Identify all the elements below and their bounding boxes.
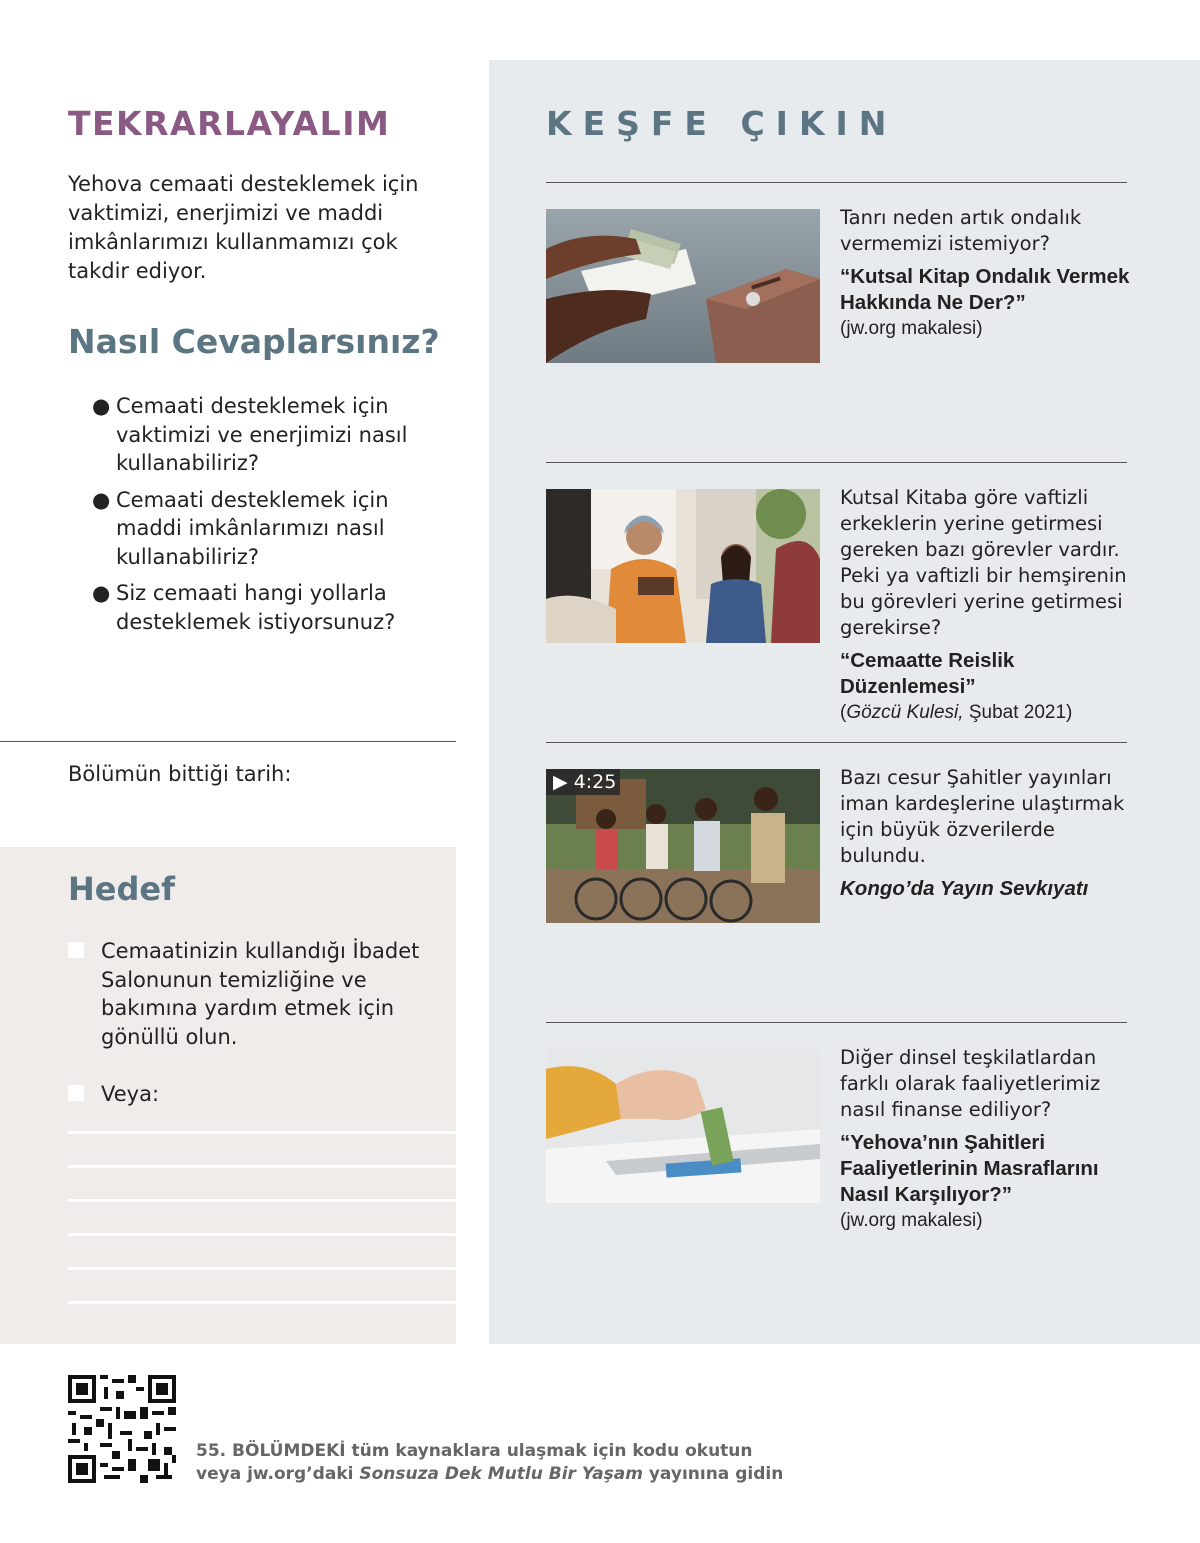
goal-heading: Hedef — [68, 870, 176, 908]
item-description: Tanrı neden artık ondalık vermemizi istemiyor? — [840, 206, 1082, 255]
explore-item — [840, 765, 1130, 902]
goal-checkbox[interactable] — [68, 942, 84, 958]
explore-item — [840, 1045, 1130, 1234]
question-text: Cemaati desteklemek için vaktimizi ve enerjimizi nasıl kullanabiliriz? — [116, 394, 408, 475]
divider — [0, 741, 456, 742]
write-line[interactable] — [68, 1131, 456, 1134]
donation-box-image[interactable] — [546, 1049, 820, 1203]
write-line[interactable] — [68, 1301, 456, 1304]
item-source: (jw.org makalesi) — [840, 1210, 983, 1231]
qr-code[interactable] — [68, 1375, 176, 1483]
review-text: Yehova cemaati desteklemek için vaktimizi, enerjimizi ve maddi imkânlarımızı kullanmamızı çok takdir ediyor. — [68, 172, 419, 283]
item-title-link[interactable]: Kongo’da Yayın Sevkıyatı — [840, 877, 1089, 900]
video-thumbnail[interactable] — [546, 769, 820, 923]
questions-heading: Nasıl Cevaplarsınız? — [68, 322, 440, 361]
divider — [546, 742, 1127, 743]
explore-item — [840, 205, 1130, 342]
divider — [546, 1022, 1127, 1023]
question-text: Siz cemaati hangi yollarla desteklemek istiyorsunuz? — [116, 581, 396, 634]
completion-date-label: Bölümün bittiği tarih: — [68, 762, 292, 786]
item-title-link[interactable]: “Yehova’nın Şahitleri Faaliyetlerinin Masraflarını Nasıl Karşılıyor?” — [840, 1131, 1099, 1206]
tithing-image[interactable] — [546, 209, 820, 363]
meeting-image[interactable] — [546, 489, 820, 643]
bullet-icon: ● — [92, 394, 111, 418]
goal-item[interactable] — [68, 1080, 448, 1110]
question-item — [92, 486, 457, 572]
goal-text: Veya: — [101, 1082, 160, 1106]
questions-list — [92, 392, 457, 644]
question-text: Cemaati desteklemek için maddi imkânlarımızı nasıl kullanabiliriz? — [116, 487, 389, 569]
goal-item[interactable] — [68, 937, 448, 1057]
bullet-icon: ● — [92, 487, 111, 512]
goal-text: Cemaatinizin kullandığı İbadet Salonunun temizliğine ve bakımına yardım etmek için gönüllü olun. — [101, 939, 420, 1049]
item-source: (jw.org makalesi) — [840, 318, 983, 339]
item-title-link[interactable]: “Kutsal Kitap Ondalık Vermek Hakkında Ne Der?” — [840, 265, 1130, 314]
play-icon[interactable]: ▶ 4:25 — [546, 769, 620, 795]
item-description: Bazı cesur Şahitler yayınları iman kardeşlerine ulaştırmak için büyük özverilerde bulundu. — [840, 766, 1125, 867]
write-line[interactable] — [68, 1267, 456, 1270]
explore-item — [840, 485, 1130, 726]
divider — [546, 182, 1127, 183]
bullet-icon: ● — [92, 581, 111, 605]
question-item — [92, 579, 457, 636]
review-heading: TEKRARLAYALIM — [68, 104, 391, 143]
footer-text: 55. BÖLÜMDEKİ tüm kaynaklara ulaşmak için kodu okutun veya jw.org’daki Sonsuza Dek Mutlu Bir Yaşam yayınına gidin — [196, 1441, 784, 1484]
goal-checkbox[interactable] — [68, 1085, 84, 1101]
divider — [546, 462, 1127, 463]
write-line[interactable] — [68, 1199, 456, 1202]
item-description: Diğer dinsel teşkilatlardan farklı olarak faaliyetlerimiz nasıl finanse ediliyor? — [840, 1046, 1101, 1121]
question-item — [92, 392, 457, 478]
item-description: Kutsal Kitaba göre vaftizli erkeklerin yerine getirmesi gereken bazı görevler vardır. Peki ya vaftizli bir hemşirenin bu görevleri yerine getirmesi gerekirse? — [840, 486, 1127, 639]
explore-heading: KEŞFE ÇIKIN — [546, 104, 898, 143]
item-source: (Gözcü Kulesi, Şubat 2021) — [840, 702, 1073, 723]
write-line[interactable] — [68, 1165, 456, 1168]
write-line[interactable] — [68, 1233, 456, 1236]
item-title-link[interactable]: “Cemaatte Reislik Düzenlemesi” — [840, 649, 1015, 698]
